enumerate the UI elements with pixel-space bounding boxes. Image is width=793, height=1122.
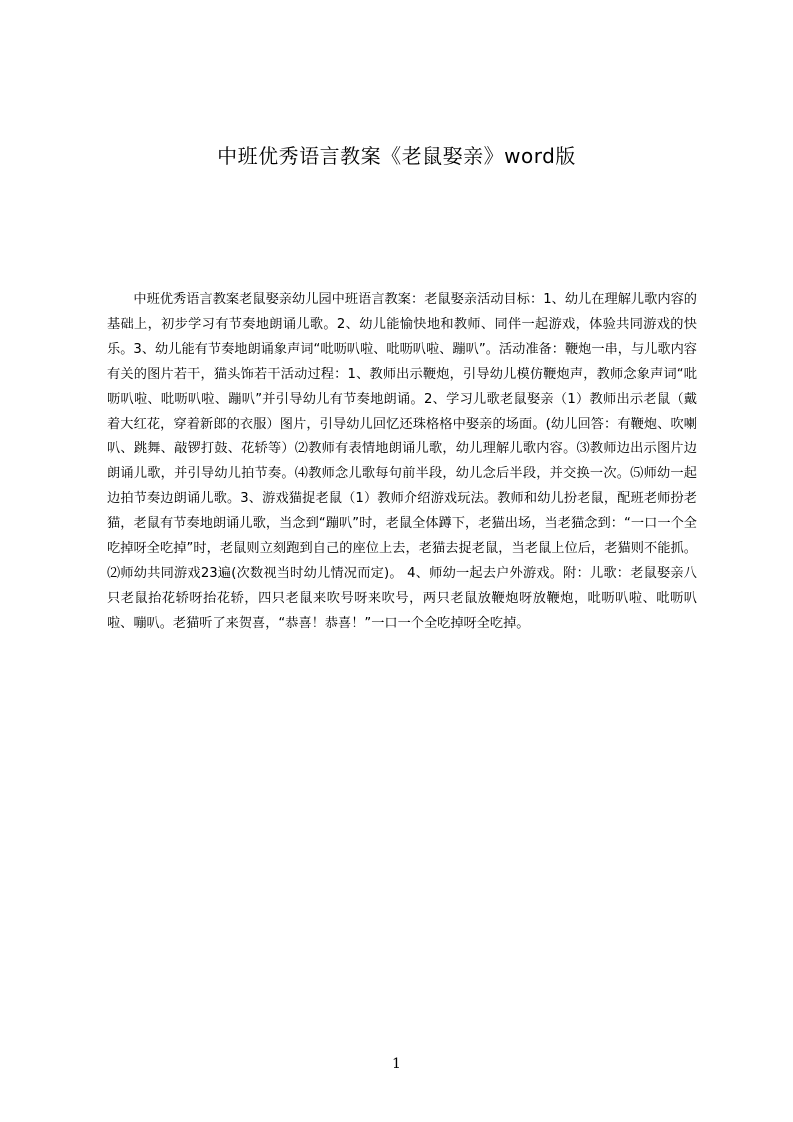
document-title: 中班优秀语言教案《老鼠娶亲》word版: [217, 144, 576, 168]
body-paragraph: 中班优秀语言教案老鼠娶亲幼儿园中班语言教案：老鼠娶亲活动目标：1、幼儿在理解儿歌内容的基础上，初步学习有节奏地朗诵儿歌。2、幼儿能愉快地和教师、同伴一起游戏，体验共同游戏的快乐。3、幼儿能有节奏地朗诵象声词“吡呖叭啦、吡呖叭啦、蹦叭”。活动准备：鞭炮一串，与儿歌内容有关的图片若干，猫头饰若干活动过程：1、教师出示鞭炮，引导幼儿模仿鞭炮声，教师念象声词“吡呖叭啦、吡呖叭啦、蹦叭”并引导幼儿有节奏地朗诵。2、学习儿歌老鼠娶亲（1）教师出示老鼠（戴着大红花，穿着新郎的衣服）图片，引导幼儿回忆还珠格格中娶亲的场面。(幼儿回答：有鞭炮、吹喇叭、跳舞、敲锣打鼓、花轿等）⑵教师有表情地朗诵儿歌，幼儿理解儿歌内容。⑶教师边出示图片边朗诵儿歌，并引导幼儿拍节奏。⑷教师念儿歌每句前半段，幼儿念后半段，并交换一次。⑸师幼一起边拍节奏边朗诵儿歌。3、游戏猫捉老鼠（1）教师介绍游戏玩法。教师和幼儿扮老鼠，配班老师扮老猫，老鼠有节奏地朗诵儿歌，当念到“蹦叭”时，老鼠全体蹲下，老猫出场，当老猫念到：“一口一个全吃掉呀全吃掉”时，老鼠则立刻跑到自己的座位上去，老猫去捉老鼠，当老鼠上位后，老猫则不能抓。⑵师幼共同游戏23遍(次数视当时幼儿情况而定)。 4、师幼一起去户外游戏。附：儿歌：老鼠娶亲八只老鼠抬花轿呀抬花轿，四只老鼠来吹号呀来吹号，两只老鼠放鞭炮呀放鞭炮，吡呖叭啦、吡呖叭啦、嘣叭。老猫听了来贺喜，“恭喜！恭喜！”一口一个全吃掉呀全吃掉。: [107, 292, 697, 631]
page-number: 1: [392, 1056, 401, 1072]
document-body: [107, 288, 697, 758]
